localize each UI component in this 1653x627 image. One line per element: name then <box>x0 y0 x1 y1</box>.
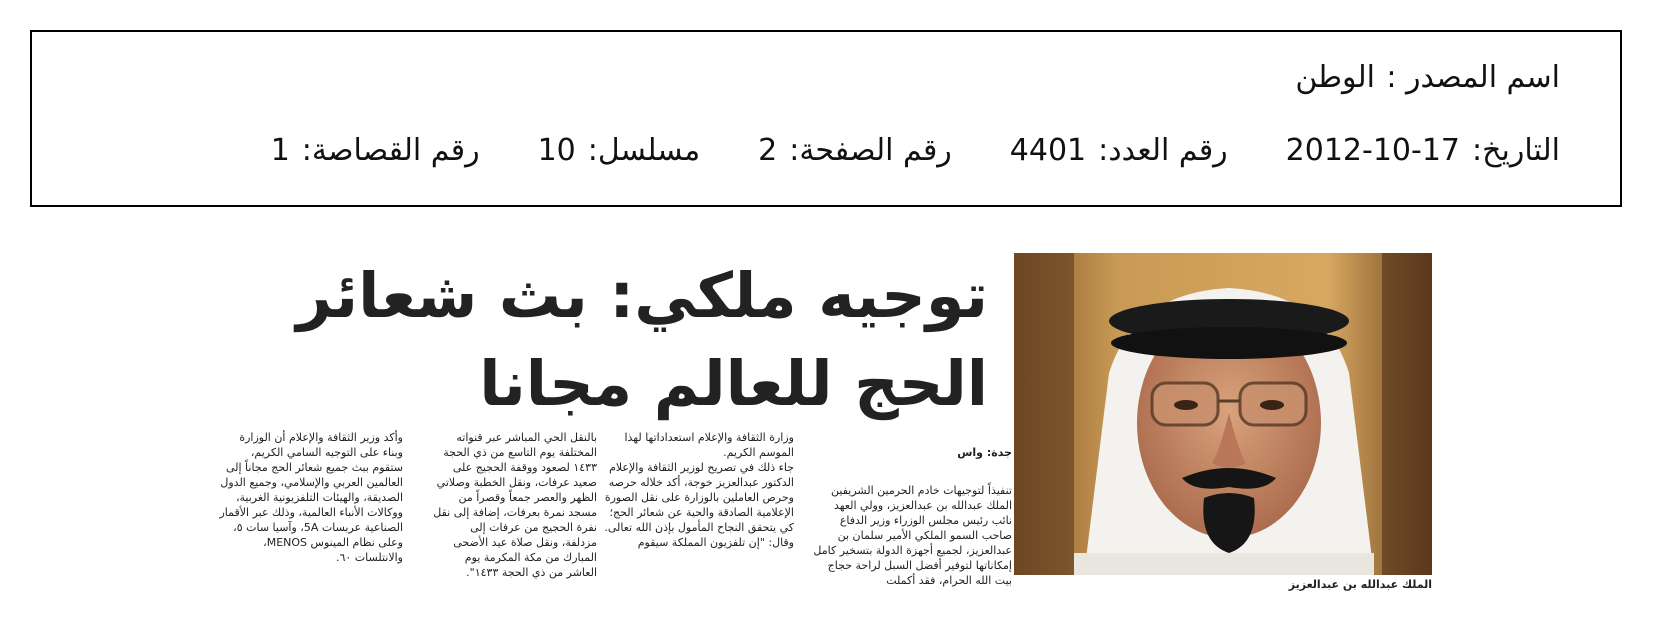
date-label: التاريخ: <box>1472 132 1560 168</box>
photo-caption: الملك عبدالله بن عبدالعزيز <box>1288 578 1432 591</box>
date-value: 2012-10-17 <box>1285 132 1461 168</box>
source-label: اسم المصدر : <box>1386 59 1560 95</box>
serial-field <box>538 133 701 168</box>
article-column-1 <box>812 430 1012 588</box>
page-field <box>758 133 952 168</box>
article-column-3: بالنقل الحي المباشر عبر قنواته المختلفة يوم التاسع من ذي الحجة ١٤٣٣ لصعود ووقفة الحجيج على صعيد عرفات، ونقل الخطبة وصلاتي الظهر والعصر جمعاً وقصراً من مسجد نمرة بعرفات، إضافة إلى نقل نفرة الحجيج من عرفات إلى مزدلفة، ونقل صلاة عيد الأضحى المبارك من مكة المكرمة يوم العاشر من ذي الحجة ١٤٣٣". <box>433 431 597 579</box>
source-info-box <box>30 30 1622 207</box>
article-dateline: جدة: واس <box>957 446 1012 459</box>
king-portrait-photo <box>1014 253 1432 575</box>
article-column-2: وزارة الثقافة والإعلام استعداداتها لهذا الموسم الكريم. جاء ذلك في تصريح لوزير الثقافة والإعلام الدكتور عبدالعزيز خوجة، أكد خلاله حرصه وحرص العاملين بالوزارة على نقل الصورة الإعلامية الصادقة والحية عن شعائر الحج؛ كي يتحقق النجاح المأمول بإذن الله تعالى. وقال: "إن تلفزيون المملكة سيقوم <box>604 431 794 549</box>
date-field <box>1286 133 1560 168</box>
page-label: رقم الصفحة: <box>789 132 952 168</box>
source-row <box>52 57 1560 97</box>
column-1-text: تنفيذاً لتوجيهات خادم الحرمين الشريفين الملك عبدالله بن عبدالعزيز، وولي العهد نائب رئيس مجلس الوزراء وزير الدفاع صاحب السمو الملكي الأمير سلمان بن عبدالعزيز، لجميع أجهزة الدولة بتسخير كامل إمكاناتها لتوفير أفضل السبل لراحة حجاج بيت الله الحرام، فقد أكملت <box>813 484 1012 587</box>
serial-label: مسلسل: <box>587 132 701 168</box>
clip-value: 1 <box>270 132 290 168</box>
issue-field <box>1010 133 1228 168</box>
serial-value: 10 <box>537 132 576 168</box>
clip-field <box>271 133 480 168</box>
page-value: 2 <box>758 132 778 168</box>
details-row <box>52 130 1560 170</box>
article-headline: توجيه ملكي: بث شعائر الحج للعالم مجانا <box>296 259 988 420</box>
article-column-4: وأكد وزير الثقافة والإعلام أن الوزارة وبناء على التوجيه السامي الكريم، ستقوم ببث جميع شعائر الحج مجاناً إلى العالمين العربي والإسلامي، وجميع الدول الصديقة، والهيئات التلفزيونية الغربية، ووكالات الأنباء العالمية، وذلك عبر الأقمار الصناعية عربسات 5A، وآسيا سات ٥، وعلى نظام المينوس MENOS، والانتلسات ٦٠. <box>219 431 403 564</box>
issue-value: 4401 <box>1009 132 1087 168</box>
clip-label: رقم القصاصة: <box>301 132 480 168</box>
source-value: الوطن <box>1295 59 1375 95</box>
issue-label: رقم العدد: <box>1098 132 1228 168</box>
